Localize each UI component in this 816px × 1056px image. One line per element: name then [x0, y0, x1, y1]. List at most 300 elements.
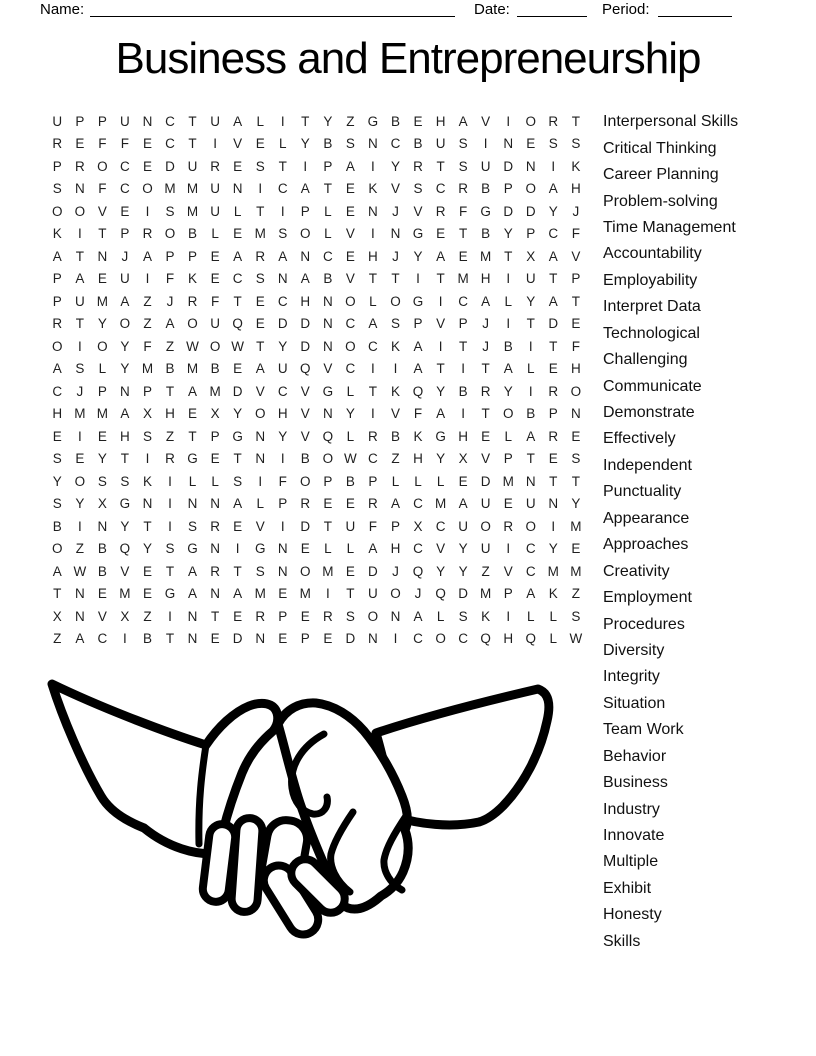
grid-letter: A — [233, 586, 243, 602]
word-list-item: Skills — [603, 932, 641, 950]
grid-letter: A — [413, 608, 423, 624]
grid-letter: D — [232, 631, 243, 647]
grid-letter: P — [52, 293, 62, 309]
grid-letter: O — [322, 451, 334, 467]
grid-letter: O — [209, 338, 221, 354]
grid-letter: C — [97, 631, 108, 647]
grid-letter: R — [52, 136, 63, 152]
grid-letter: P — [300, 631, 310, 647]
grid-letter: P — [97, 113, 107, 129]
grid-letter: J — [392, 563, 399, 579]
grid-letter: F — [120, 136, 130, 152]
grid-letter: C — [165, 113, 175, 129]
grid-letter: V — [323, 361, 333, 377]
grid-letter: M — [141, 361, 154, 377]
grid-letter: I — [551, 158, 556, 174]
grid-letter: V — [481, 451, 491, 467]
grid-letter: S — [142, 428, 152, 444]
grid-letter: E — [345, 181, 355, 197]
grid-letter: P — [52, 158, 62, 174]
word-list-item: Business — [603, 774, 668, 792]
grid-letter: J — [392, 203, 399, 219]
grid-letter: M — [322, 563, 334, 579]
grid-letter: L — [346, 383, 355, 399]
grid-letter: N — [390, 608, 401, 624]
grid-letter: Y — [142, 541, 152, 557]
grid-letter: Z — [481, 563, 490, 579]
grid-letter: Y — [120, 361, 130, 377]
grid-letter: C — [548, 226, 559, 242]
grid-letter: A — [278, 248, 288, 264]
grid-letter: N — [142, 496, 153, 512]
grid-letter: N — [232, 181, 243, 197]
grid-letter: J — [392, 248, 399, 264]
date-label: Date: — [474, 1, 510, 18]
word-list-item: Exhibit — [603, 879, 652, 897]
grid-letter: A — [75, 271, 85, 287]
grid-letter: N — [187, 608, 198, 624]
grid-letter: N — [210, 586, 220, 602]
grid-letter: S — [571, 451, 581, 467]
grid-letter: M — [502, 473, 514, 489]
grid-letter: V — [255, 383, 265, 399]
grid-letter: M — [570, 518, 582, 534]
grid-letter: T — [436, 361, 445, 377]
grid-letter: Y — [436, 383, 446, 399]
grid-letter: L — [324, 226, 332, 242]
grid-letter: N — [277, 541, 288, 557]
word-list-item: Effectively — [603, 430, 676, 448]
grid-letter: T — [98, 226, 107, 242]
grid-letter: P — [210, 428, 220, 444]
page-title: Business and Entrepreneurship — [115, 34, 701, 83]
word-list-item: Independent — [603, 456, 692, 474]
grid-letter: U — [52, 113, 63, 129]
grid-letter: A — [390, 496, 400, 512]
grid-letter: I — [438, 293, 443, 309]
grid-letter: T — [436, 158, 445, 174]
grid-letter: Y — [436, 451, 446, 467]
grid-letter: I — [371, 361, 375, 377]
grid-letter: E — [481, 428, 491, 444]
grid-letter: V — [97, 203, 107, 219]
word-list-item: Challenging — [603, 351, 688, 369]
grid-letter: R — [210, 158, 220, 174]
grid-letter: C — [390, 136, 401, 152]
grid-letter: O — [97, 158, 108, 174]
grid-letter: T — [549, 338, 558, 354]
grid-letter: G — [232, 428, 243, 444]
grid-letter: R — [480, 383, 491, 399]
grid-letter: O — [52, 338, 63, 354]
grid-letter: Z — [165, 338, 175, 354]
grid-letter: O — [300, 473, 311, 489]
grid-letter: H — [120, 428, 130, 444]
grid-letter: S — [52, 181, 62, 197]
grid-letter: Y — [413, 248, 423, 264]
grid-letter: Q — [322, 428, 334, 444]
grid-letter: T — [323, 518, 332, 534]
grid-letter: C — [458, 631, 468, 647]
grid-letter: N — [525, 473, 536, 489]
grid-letter: B — [481, 181, 491, 197]
grid-letter: G — [480, 203, 491, 219]
grid-letter: T — [233, 563, 242, 579]
grid-letter: C — [368, 451, 378, 467]
grid-letter: N — [74, 608, 85, 624]
grid-letter: G — [412, 293, 424, 309]
grid-letter: L — [98, 361, 107, 377]
grid-letter: M — [434, 496, 447, 512]
grid-letter: E — [233, 226, 243, 242]
grid-letter: S — [97, 473, 107, 489]
grid-letter: E — [255, 293, 265, 309]
grid-letter: C — [525, 563, 536, 579]
grid-letter: A — [526, 428, 536, 444]
grid-letter: D — [232, 383, 243, 399]
grid-letter: M — [186, 203, 199, 219]
word-list-item: Situation — [603, 694, 666, 712]
grid-letter: B — [323, 136, 333, 152]
grid-letter: C — [413, 631, 423, 647]
grid-letter: S — [75, 361, 85, 377]
grid-letter: S — [345, 136, 355, 152]
grid-letter: Y — [458, 541, 468, 557]
grid-letter: T — [504, 248, 513, 264]
grid-letter: E — [571, 541, 581, 557]
grid-letter: Z — [165, 428, 175, 444]
grid-letter: I — [123, 631, 127, 647]
grid-letter: K — [571, 158, 581, 174]
grid-letter: P — [52, 271, 62, 287]
grid-letter: D — [300, 338, 311, 354]
grid-letter: P — [142, 383, 152, 399]
grid-letter: E — [97, 271, 107, 287]
grid-letter: C — [368, 338, 378, 354]
grid-letter: I — [77, 338, 82, 354]
word-list-item: Industry — [603, 800, 660, 818]
grid-letter: C — [435, 181, 446, 197]
grid-letter: Q — [435, 586, 446, 602]
grid-letter: S — [52, 496, 62, 512]
grid-letter: R — [210, 563, 220, 579]
grid-letter: A — [436, 406, 446, 422]
grid-letter: N — [255, 451, 266, 467]
grid-letter: I — [371, 158, 375, 174]
grid-letter: G — [187, 541, 198, 557]
grid-letter: O — [74, 473, 86, 489]
word-list-item: Honesty — [603, 906, 662, 924]
grid-letter: X — [413, 518, 423, 534]
grid-letter: Y — [390, 158, 400, 174]
grid-letter: Y — [571, 496, 581, 512]
grid-letter: B — [503, 338, 513, 354]
grid-letter: E — [142, 563, 152, 579]
grid-letter: I — [506, 113, 511, 129]
grid-letter: L — [278, 136, 287, 152]
grid-letter: J — [166, 293, 174, 309]
grid-letter: N — [74, 181, 85, 197]
grid-letter: C — [232, 271, 243, 287]
grid-letter: E — [300, 541, 310, 557]
grid-letter: T — [549, 271, 558, 287]
grid-letter: I — [528, 383, 533, 399]
grid-letter: K — [390, 338, 400, 354]
grid-letter: E — [458, 473, 468, 489]
grid-letter: A — [52, 361, 62, 377]
grid-letter: I — [258, 473, 263, 489]
grid-letter: M — [119, 586, 131, 602]
grid-letter: T — [571, 293, 580, 309]
grid-letter: N — [322, 316, 333, 332]
grid-letter: X — [120, 608, 130, 624]
grid-letter: L — [346, 428, 355, 444]
period-blank-line — [658, 3, 732, 17]
word-list-item: Technological — [603, 324, 700, 342]
grid-letter: Y — [458, 563, 468, 579]
grid-letter: B — [458, 383, 468, 399]
grid-letter: T — [526, 451, 535, 467]
grid-letter: M — [186, 361, 199, 377]
grid-letter: T — [571, 113, 580, 129]
grid-letter: L — [324, 541, 332, 557]
grid-letter: E — [548, 361, 558, 377]
grid-letter: E — [97, 428, 107, 444]
grid-letter: Y — [526, 293, 536, 309]
grid-letter: O — [525, 181, 537, 197]
grid-letter: R — [322, 608, 333, 624]
grid-letter: V — [413, 203, 423, 219]
grid-letter: N — [210, 541, 220, 557]
word-list-item: Problem-solving — [603, 192, 718, 210]
grid-letter: A — [413, 338, 423, 354]
word-list-item: Behavior — [603, 747, 667, 765]
grid-letter: C — [458, 293, 468, 309]
grid-letter: I — [213, 136, 217, 152]
grid-letter: E — [345, 248, 355, 264]
grid-letter: F — [413, 406, 423, 422]
grid-letter: I — [77, 428, 82, 444]
grid-letter: R — [52, 316, 63, 332]
grid-letter: G — [254, 541, 266, 557]
grid-letter: P — [323, 158, 333, 174]
grid-letter: T — [165, 383, 175, 399]
grid-letter: S — [255, 158, 265, 174]
grid-letter: S — [458, 158, 468, 174]
grid-letter: P — [323, 473, 333, 489]
grid-letter: R — [187, 293, 198, 309]
grid-letter: L — [256, 113, 264, 129]
grid-letter: P — [571, 271, 581, 287]
grid-letter: A — [120, 406, 130, 422]
grid-letter: R — [548, 113, 559, 129]
grid-letter: H — [435, 113, 446, 129]
grid-letter: Z — [143, 608, 152, 624]
grid-letter: X — [210, 406, 220, 422]
grid-letter: F — [278, 473, 287, 489]
grid-letter: M — [480, 586, 492, 602]
grid-letter: C — [277, 293, 288, 309]
grid-letter: M — [96, 293, 108, 309]
grid-letter: K — [548, 586, 558, 602]
grid-letter: V — [233, 136, 243, 152]
grid-letter: D — [165, 158, 175, 174]
grid-letter: A — [233, 496, 243, 512]
grid-letter: T — [188, 113, 197, 129]
word-list-item: Integrity — [603, 668, 660, 686]
grid-letter: Y — [97, 451, 107, 467]
grid-letter: I — [168, 496, 172, 512]
grid-letter: A — [458, 496, 468, 512]
grid-letter: O — [52, 203, 63, 219]
grid-letter: K — [368, 181, 378, 197]
grid-letter: N — [255, 428, 266, 444]
grid-letter: F — [210, 293, 220, 309]
grid-letter: E — [233, 158, 243, 174]
grid-letter: B — [52, 518, 62, 534]
grid-letter: C — [277, 181, 288, 197]
grid-letter: A — [52, 248, 62, 264]
grid-letter: N — [97, 518, 108, 534]
grid-letter: G — [164, 586, 176, 602]
grid-letter: R — [548, 383, 559, 399]
grid-letter: H — [52, 406, 63, 422]
grid-letter: D — [503, 158, 514, 174]
grid-letter: I — [168, 608, 172, 624]
grid-letter: U — [120, 113, 130, 129]
grid-letter: V — [300, 406, 310, 422]
grid-letter: M — [480, 248, 492, 264]
word-list-item: Accountability — [603, 245, 702, 263]
grid-letter: P — [526, 226, 536, 242]
grid-letter: L — [324, 203, 332, 219]
grid-letter: O — [390, 586, 401, 602]
grid-letter: R — [165, 451, 175, 467]
grid-letter: K — [188, 271, 198, 287]
grid-letter: C — [345, 361, 356, 377]
grid-letter: U — [435, 136, 446, 152]
grid-letter: Z — [571, 586, 580, 602]
grid-letter: E — [210, 271, 220, 287]
grid-letter: T — [75, 316, 84, 332]
grid-letter: R — [255, 608, 266, 624]
grid-letter: B — [165, 361, 175, 377]
grid-letter: E — [120, 203, 130, 219]
grid-letter: E — [97, 586, 107, 602]
grid-letter: E — [503, 496, 513, 512]
grid-letter: F — [98, 181, 107, 197]
grid-letter: N — [368, 631, 378, 647]
word-list-item: Critical Thinking — [603, 139, 717, 157]
grid-letter: B — [526, 406, 536, 422]
grid-letter: T — [481, 406, 490, 422]
grid-letter: T — [458, 226, 468, 242]
grid-letter: R — [548, 428, 559, 444]
grid-letter: M — [457, 271, 469, 287]
grid-letter: J — [76, 383, 84, 399]
grid-letter: F — [571, 338, 580, 354]
grid-letter: I — [506, 316, 511, 332]
grid-letter: P — [458, 316, 468, 332]
grid-letter: C — [345, 316, 356, 332]
grid-letter: Y — [120, 518, 130, 534]
grid-letter: Y — [120, 338, 130, 354]
grid-letter: F — [165, 271, 175, 287]
grid-letter: E — [210, 631, 220, 647]
grid-letter: O — [97, 338, 108, 354]
grid-letter: Y — [233, 406, 243, 422]
grid-letter: B — [345, 473, 355, 489]
grid-letter: O — [367, 608, 379, 624]
grid-letter: H — [570, 181, 581, 197]
grid-letter: A — [481, 293, 491, 309]
grid-letter: T — [233, 293, 242, 309]
grid-letter: O — [164, 226, 176, 242]
grid-letter: T — [120, 451, 130, 467]
grid-letter: N — [120, 383, 130, 399]
grid-letter: K — [481, 608, 491, 624]
grid-letter: E — [300, 608, 310, 624]
grid-letter: L — [504, 428, 512, 444]
grid-letter: A — [436, 248, 446, 264]
grid-letter: I — [483, 136, 488, 152]
grid-letter: E — [233, 518, 243, 534]
grid-letter: M — [186, 181, 199, 197]
grid-letter: P — [120, 226, 130, 242]
grid-letter: Q — [525, 631, 537, 647]
grid-letter: N — [97, 248, 108, 264]
grid-letter: E — [142, 136, 152, 152]
grid-letter: N — [525, 158, 536, 174]
grid-letter: I — [77, 518, 82, 534]
grid-letter: H — [503, 631, 514, 647]
grid-letter: T — [323, 181, 332, 197]
grid-letter: P — [413, 316, 423, 332]
grid-letter: E — [548, 451, 558, 467]
grid-letter: L — [414, 473, 422, 489]
grid-letter: X — [142, 406, 152, 422]
grid-letter: T — [75, 248, 84, 264]
grid-letter: L — [346, 541, 355, 557]
grid-letter: B — [413, 136, 423, 152]
grid-letter: E — [345, 563, 355, 579]
grid-letter: O — [570, 383, 582, 399]
grid-letter: P — [188, 248, 198, 264]
grid-letter: H — [480, 271, 491, 287]
grid-letter: I — [145, 271, 150, 287]
grid-letter: D — [458, 586, 468, 602]
grid-letter: I — [145, 451, 150, 467]
grid-letter: N — [570, 406, 581, 422]
grid-letter: V — [390, 181, 400, 197]
grid-letter: T — [165, 563, 175, 579]
grid-letter: U — [480, 496, 491, 512]
grid-letter: L — [436, 608, 445, 624]
grid-letter: E — [255, 316, 265, 332]
grid-letter: E — [323, 631, 333, 647]
word-list-item: Punctuality — [603, 483, 682, 501]
grid-letter: O — [187, 316, 198, 332]
grid-letter: O — [390, 293, 401, 309]
grid-letter: N — [368, 136, 378, 152]
grid-letter: B — [481, 226, 491, 242]
grid-letter: N — [390, 226, 401, 242]
grid-letter: O — [119, 316, 131, 332]
grid-letter: Q — [232, 316, 243, 332]
name-label: Name: — [40, 1, 85, 18]
grid-letter: W — [344, 451, 357, 467]
grid-letter: V — [345, 226, 355, 242]
